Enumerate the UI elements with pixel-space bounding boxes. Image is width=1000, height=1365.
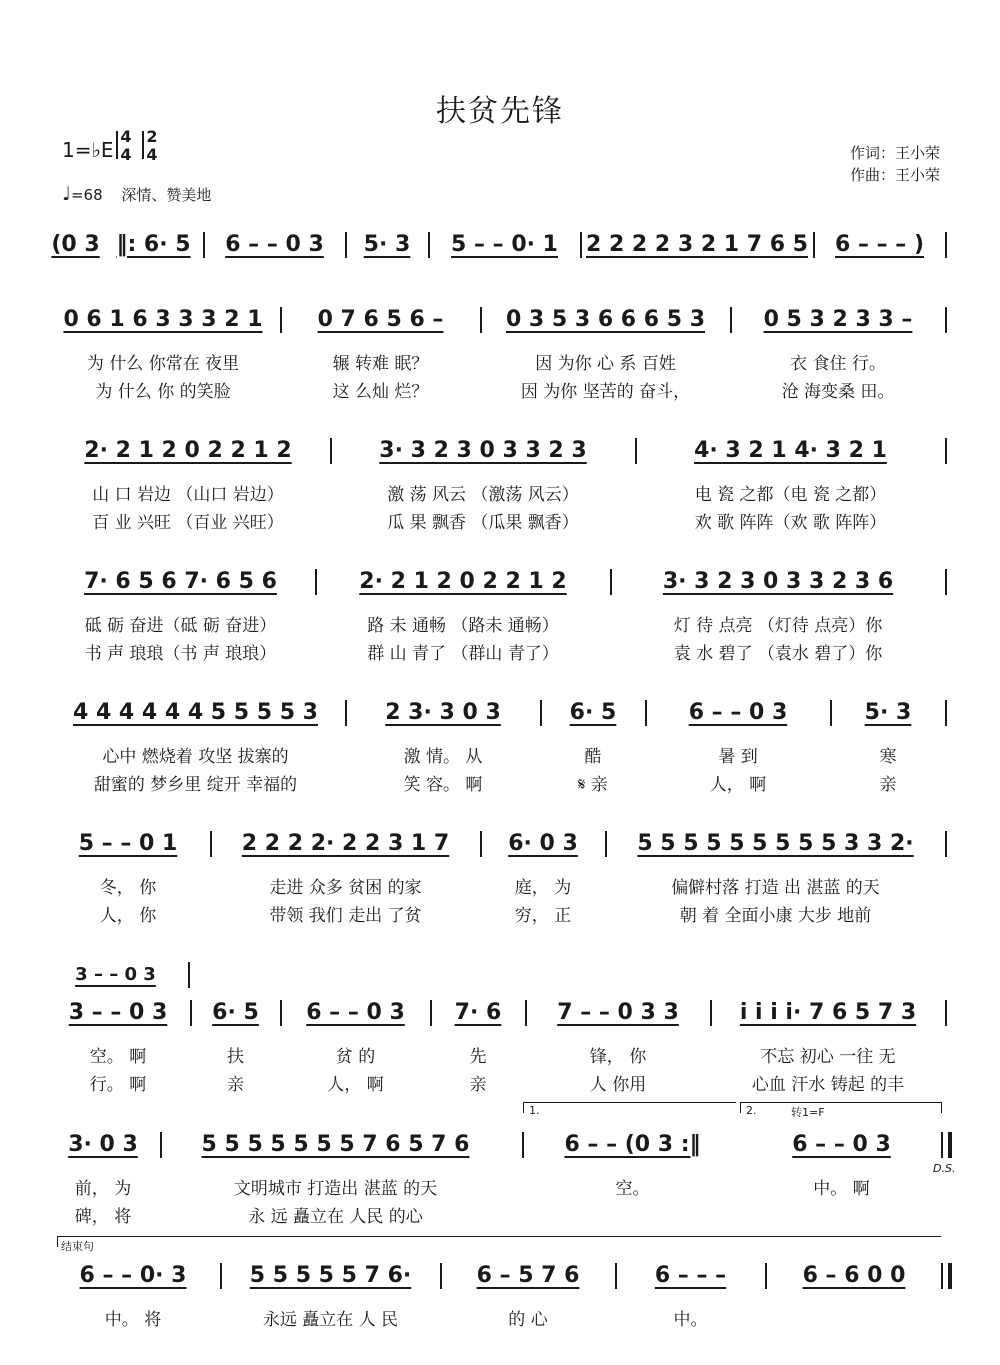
lyric-line <box>48 611 950 635</box>
lyric-line <box>48 377 950 401</box>
time-signature-4-4: 4 4 <box>116 128 136 164</box>
lyric: 中。 将 <box>104 1309 162 1329</box>
measure: 6 – – – <box>654 1262 727 1288</box>
lyric: 群 山 青了 （群山 青了） <box>367 643 559 663</box>
measure: 7· 6 <box>454 999 502 1025</box>
lyricist: 作词：王小荣 <box>849 144 940 162</box>
lyric: 穷， 正 <box>514 905 572 925</box>
measure: 6 – – (0 3 :‖ <box>564 1131 701 1157</box>
lyric: 书 声 琅琅（书 声 琅琅） <box>84 643 277 663</box>
measure: 6· 5 <box>212 999 259 1025</box>
ossia-line <box>48 960 208 988</box>
quarter-note-icon: ♩ <box>62 183 71 205</box>
lyric: 𝄋 亲 <box>578 774 608 794</box>
measure: i i i i· 7 6 5 7 3 <box>739 999 917 1025</box>
measure: 5 5 5 5 5 7 6· <box>249 1262 412 1288</box>
lyric: 碑， 将 <box>74 1206 132 1226</box>
lyric: 为 什么 你常在 夜里 <box>86 353 240 373</box>
lyric-line <box>48 480 950 504</box>
lyric: 心血 汗水 铸起 的丰 <box>751 1074 905 1094</box>
measure: 2 2 2 2· 2 2 3 1 7 <box>241 830 450 856</box>
lyric: 笑 容。 啊 <box>403 774 483 794</box>
measure: 3· 3 2 3 0 3 3 2 3 <box>379 437 587 463</box>
score-line-4 <box>48 567 950 595</box>
measure: 6 – – – ) <box>835 231 924 257</box>
lyric: 袁 水 碧了 （袁水 碧了）你 <box>673 643 883 663</box>
modulation-marking: 转1=F <box>791 1106 825 1119</box>
lyric: 甜蜜的 梦乡里 绽开 幸福的 <box>93 774 298 794</box>
lyric-line <box>48 639 950 663</box>
lyric: 中。 <box>673 1309 708 1329</box>
measure: 2 3· 3 0 3 <box>385 699 501 725</box>
lyric: 砥 砺 奋进（砥 砺 奋进） <box>84 615 277 635</box>
measure: 4 4 4 4 4 4 5 5 5 5 3 <box>73 699 318 725</box>
lyric: 冬， 你 <box>99 877 157 897</box>
lyric: 先 <box>469 1046 487 1066</box>
lyric: 暑 到 <box>718 746 758 766</box>
measure: 5· 3 <box>363 231 411 257</box>
lyric: 前， 为 <box>74 1178 132 1198</box>
lyric: 文明城市 打造出 湛蓝 的天 <box>233 1178 438 1198</box>
measure: 0 5 3 2 3 3 – <box>763 306 913 332</box>
volta-2: 2. 转1=F <box>740 1102 942 1113</box>
measure: 0 6 1 6 3 3 3 2 1 <box>63 306 263 332</box>
lyric: 行。 啊 <box>89 1074 147 1094</box>
measure: 5 – – 0· 1 <box>451 231 558 257</box>
lyric: 永远 矗立在 人 民 <box>262 1309 399 1329</box>
lyric: 人， 啊 <box>709 774 767 794</box>
measure: 7 – – 0 3 3 <box>557 999 679 1025</box>
lyric: 偏僻村落 打造 出 湛蓝 的天 <box>671 877 880 897</box>
lyric: 酷 <box>584 746 602 766</box>
composer: 作曲：王小荣 <box>849 166 940 184</box>
lyric-line <box>48 508 950 532</box>
lyric: 电 瓷 之都（电 瓷 之都） <box>694 484 887 504</box>
lyric-line <box>48 873 950 897</box>
measure: 0 7 6 5 6 – <box>317 306 444 332</box>
lyric-line <box>48 349 950 373</box>
lyric: 百 业 兴旺 （百业 兴旺） <box>92 512 284 532</box>
lyric: 路 未 通畅 （路未 通畅） <box>367 615 559 635</box>
lyric: 因 为你 坚苦的 奋斗， <box>520 381 691 401</box>
measure: 6 – – 0 3 <box>306 999 405 1025</box>
lyric: 亲 <box>227 1074 244 1094</box>
lyric: 走进 众多 贫困 的家 <box>269 877 422 897</box>
measure: 7· 6 5 6 7· 6 5 6 <box>84 568 277 594</box>
measure: ‖: 6· 5 <box>116 231 191 257</box>
ending-bracket <box>57 1236 941 1253</box>
measure: (0 3 <box>51 231 100 257</box>
lyric: 人， 啊 <box>327 1074 384 1094</box>
lyric: 空。 <box>615 1178 650 1198</box>
lyric: 永 远 矗立在 人民 的心 <box>248 1206 423 1226</box>
ossia-measure: 3 – – 0 3 <box>75 963 156 985</box>
measure: 5 5 5 5 5 5 5 7 6 5 7 6 <box>201 1131 470 1157</box>
score-line-3 <box>48 436 950 464</box>
credits <box>850 142 940 186</box>
measure: 3 – – 0 3 <box>68 999 168 1025</box>
lyric: 为 什么 你 的笑脸 <box>95 381 231 401</box>
lyric: 锋， 你 <box>589 1046 647 1066</box>
lyric: 欢 歌 阵阵（欢 歌 阵阵） <box>694 512 887 532</box>
measure: 2· 2 1 2 0 2 2 1 2 <box>84 437 292 463</box>
lyric: 的 心 <box>508 1309 548 1329</box>
lyric-line <box>48 1174 950 1198</box>
lyric: 激 荡 风云 （激荡 风云） <box>387 484 579 504</box>
lyric <box>768 1305 940 1329</box>
song-title: 扶贫先锋 <box>436 94 564 129</box>
measure: 6 – – 0 3 <box>225 231 324 257</box>
lyric: 庭， 为 <box>514 877 572 897</box>
lyric: 寒 <box>879 746 897 766</box>
measure: 4· 3 2 1 4· 3 2 1 <box>694 437 887 463</box>
lyric-line <box>48 1070 950 1094</box>
lyric-line <box>48 1042 950 1066</box>
lyric: 带领 我们 走出 了贫 <box>269 905 422 925</box>
measure: 6· 5 <box>569 699 617 725</box>
measure: 6 – – 0 3 <box>792 1131 891 1157</box>
lyric-line <box>48 1305 950 1329</box>
lyric: 瓜 果 飘香 （瓜果 飘香） <box>387 512 579 532</box>
score-line-9 <box>48 1261 950 1289</box>
tempo-marking: ♩=68 深情、赞美地 <box>62 183 212 205</box>
volta-1: 1. <box>523 1102 736 1113</box>
lyric-line <box>48 901 950 925</box>
measure: 2· 2 1 2 0 2 2 1 2 <box>359 568 567 594</box>
ending-label: 结束句 <box>61 1240 94 1253</box>
measure: 6 – 5 7 6 <box>476 1262 580 1288</box>
lyric: 沧 海变桑 田。 <box>781 381 895 401</box>
lyric <box>743 1202 940 1226</box>
lyric: 亲 <box>469 1074 487 1094</box>
measure: 3· 0 3 <box>68 1131 138 1157</box>
ds-marking: D.S. <box>933 1162 956 1175</box>
score-line-6 <box>48 829 950 857</box>
measure: 6 – – 0 3 <box>688 699 788 725</box>
measure: 5 5 5 5 5 5 5 5 5 3 3 2· <box>637 830 914 856</box>
measure: 3· 3 2 3 0 3 3 2 3 6 <box>662 568 894 594</box>
lyric: 心中 燃烧着 攻坚 拔寨的 <box>102 746 289 766</box>
lyric: 中。 啊 <box>813 1178 870 1198</box>
score-line-1 <box>48 230 950 258</box>
lyric-line <box>48 1202 950 1226</box>
lyric: 激 情。 从 <box>403 746 483 766</box>
lyric: 空。 啊 <box>89 1046 147 1066</box>
measure: 6· 0 3 <box>508 830 578 856</box>
score-line-5 <box>48 698 950 726</box>
lyric: 辗 转难 眠？ <box>332 353 429 373</box>
lyric: 扶 <box>227 1046 244 1066</box>
lyric: 衣 食住 行。 <box>790 353 886 373</box>
lyric <box>525 1202 740 1226</box>
lyric: 贫 的 <box>335 1046 376 1066</box>
expression-marking: 深情、赞美地 <box>121 186 212 204</box>
lyric: 人， 你 <box>99 905 157 925</box>
lyric: 朝 着 全面小康 大步 地前 <box>679 905 872 925</box>
lyric: 灯 待 点亮 （灯待 点亮）你 <box>673 615 883 635</box>
lyric: 人 你用 <box>589 1074 647 1094</box>
lyric: 因 为你 心 系 百姓 <box>535 353 676 373</box>
measure: 6 – 6 0 0 <box>802 1262 906 1288</box>
score-line-8 <box>48 1130 956 1175</box>
measure: 6 – – 0· 3 <box>79 1262 187 1288</box>
lyric-line <box>48 770 950 794</box>
lyric: 山 口 岩边 （山口 岩边） <box>92 484 284 504</box>
lyric: 这 么灿 烂？ <box>332 381 429 401</box>
measure: 5 – – 0 1 <box>78 830 178 856</box>
lyric: 亲 <box>879 774 897 794</box>
score-line-2 <box>48 305 950 333</box>
measure: 5· 3 <box>864 699 912 725</box>
score-line-7 <box>48 998 950 1026</box>
time-signature-2-4: 2 4 <box>142 128 162 164</box>
measure: 2 2 2 2 3 2 1 7 6 5 <box>585 231 808 257</box>
lyric-line <box>48 742 950 766</box>
measure: 0 3 5 3 6 6 6 5 3 <box>505 306 706 332</box>
lyric: 不忘 初心 一往 无 <box>760 1046 896 1066</box>
key-signature: 1=♭E <box>62 138 114 162</box>
